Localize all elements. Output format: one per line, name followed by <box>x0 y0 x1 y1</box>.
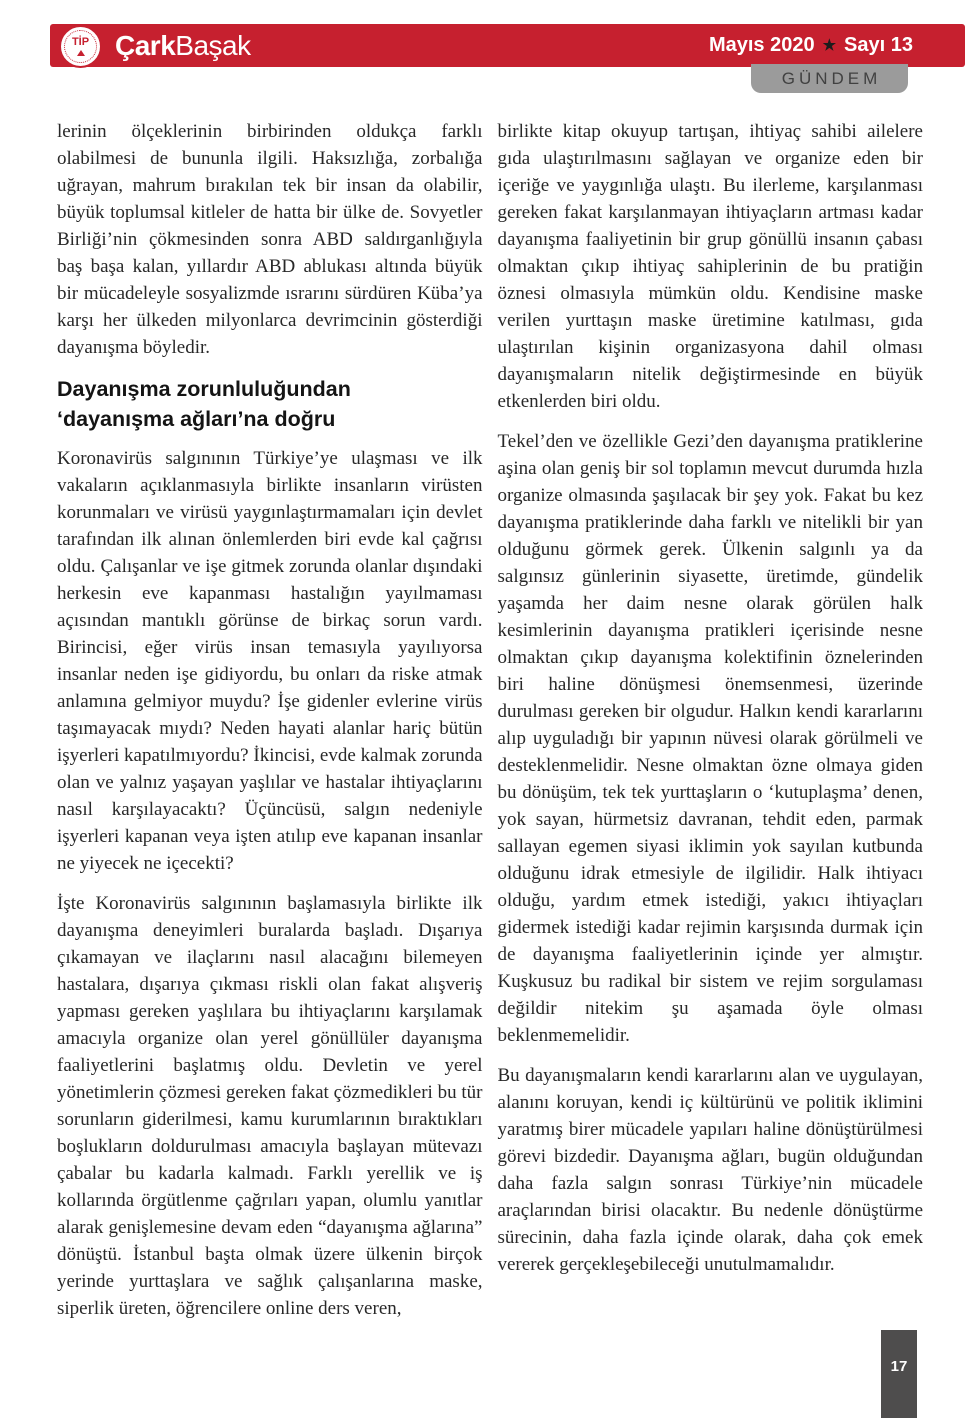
right-column <box>498 118 924 1335</box>
magazine-title <box>115 24 251 67</box>
subheading-line-2: ‘dayanışma ağları’na doğru <box>57 407 336 431</box>
paragraph: Tekel’den ve özellikle Gezi’den dayanışma pratiklerine aşina olan geniş bir sol toplamın mevcut durumda hızla organize olmasında şaşılacak bir şey yok. Fakat bu kez dayanışma pratiklerinde daha farklı ve nitelikli bir yan olduğunu görmek gerek. Ülkenin salgınlı ya da salgınsız günlerinin siyasette, üretimde, gündelik yaşamda her daim nesne olarak görülen halk kesimlerinin dayanışma pratikleri içerisinde nesne olmaktan çıkıp dayanışma kolektifinin öznelerinden biri haline dönüşmesi önemsenmesi, üzerinde durulması gereken bir olgudur. Halkın kendi kararlarını alıp uyguladığı bir yapının nüvesi olarak görülmeli ve desteklenmelidir. Nesne olmaktan özne olmaya giden bu dönüşüm, tek tek yurttaşların o ‘kutuplaşma’ denen, yok sayan, hürmetsiz davranan, tehdit eden, parmak sallayan egemen siyasi iklimin yok sayılan kutbunda olduğunu idrak etmesiyle de ilgilidir. Halk ihtiyacı olduğu, yardım etmek istediği, yakıcı ihtiyaçları gidermek istediği kadar rejimin karşısında durmak için de dayanışma faaliyetlerinin içinde yer almıştır. Kuşkusuz bu radikal bir sistem ve rejim sorgulaması değildir nitekim şu aşamada öyle olması beklenmemelidir. <box>497 431 923 1046</box>
tip-logo-text: TİP <box>71 36 90 48</box>
subheading-line-1: Dayanışma zorunluluğundan <box>57 377 351 401</box>
star-icon: ★ <box>822 37 837 54</box>
paragraph: Bu dayanışmaların kendi kararlarını alan ve uygulayan, alanını koruyan, kendi iç kültürünü ve politik iklimini yaratmış birer mücadele yapıları haline dönüştürülmesi görevi bizdedir. Dayanışma ağları, bugün olduğundan daha fazla salgın sonrası Türkiye’nin mücadele araçlarından birisi olacaktır. Bu nedenle dönüştürme sürecinin, daha fazla içinde olarak, daha çok emek vererek gerçekleşebileceği unutulmamalıdır. <box>497 1065 923 1275</box>
issue-info <box>709 24 913 67</box>
paragraph: lerinin ölçeklerinin birbirinden oldukça farklı olabilmesi de bununla ilgili. Haksızlığa, zorbalığa uğrayan, mahrum bırakılan tek bir insan da olabilir, büyük toplumsal kitleler de hatta bir ülke de. Sovyetler Birliği’nin çökmesinden sonra ABD saldırganlığıyla baş başa kalan, yıllardır ABD ablukası altında büyük bir mücadeleyle sosyalizmde ısrarını sürdüren Küba’ya karşı her ülkeden milyonlarca devrimcinin gösterdiği dayanışma böyledir. <box>57 121 483 358</box>
magazine-title-bold: Çark <box>115 29 176 61</box>
left-column <box>57 118 483 1335</box>
issue-month: Mayıs 2020 <box>708 34 815 56</box>
paragraph: Koronavirüs salgınının Türkiye’ye ulaşması ve ilk vakaların açıklanmasıyla birlikte insanların virüsten korunmaları ve virüsü yaygınlaştırmamaları için devlet tarafından ilk alınan önlemlerden biri evde kal çağrısı oldu. Çalışanlar ve işe gitmek zorunda olanlar dışındaki herkesin eve kapanması hastalığın yayılmaması açısından mantıklı görünse de birkaç sorun vardı. Birincisi, eğer virüs insan temasıyla yayılıyorsa insanlar neden işe gidiyordu, bu onları da riske atmak anlamına gelmiyor muydu? İşe gidenler evlerine virüs taşımayacak mıydı? Neden hayati alanlar hariç bütün işyerleri kapatılmıyordu? İkincisi, evde kalmak zorunda olan ve yalnız yaşayan yaşlılar ve hastalar ihtiyaçlarını nasıl karşılayacaktı? Üçüncüsü, salgın nedeniyle işyerleri kapanan veya işten atılıp eve kapanan insanlar ne yiyecek ne içecekti? <box>57 448 483 874</box>
issue-number: Sayı 13 <box>844 34 913 56</box>
page-number: 17 <box>890 1358 908 1375</box>
article-subheading <box>57 374 483 434</box>
paragraph: İşte Koronavirüs salgınının başlamasıyla birlikte ilk dayanışma deneyimleri buralarda başladı. Dışarıya çıkamayan ve ilaçlarını nasıl alacağını bilemeyen hastalara, dışarıya çıkması riskli olan fakat alışveriş yapması gereken yaşlılara bu ihtiyaçlarını karşılamak amacıyla organize olan yerel gönüllüler dayanışma faaliyetlerini başlatmış oldu. Devletin ve yerel yönetimlerin çözmesi gereken fakat çözmedikleri bu tür sorunların giderilmesi, kamu kurumlarının bıraktıkları boşlukların doldurulması amacıyla başlayan mütevazı çabalar bu kadarla kalmadı. Farklı yerellik ve iş kollarında örgütlenme çağrıları yapan, olumlu yanıtlar alarak genişlemesine devam eden “dayanışma ağlarına” dönüştü. İstanbul başta olmak üzere ülkenin birçok yerinde yurttaşlara ve sağlık çalışanlarına maske, siperlik üreten, öğrencilere online ders veren, <box>57 893 483 1319</box>
page-number-box <box>881 1330 917 1418</box>
tip-logo-ring <box>64 30 97 63</box>
magazine-title-light: Başak <box>175 29 251 61</box>
tip-logo <box>59 25 102 68</box>
section-tag: GÜNDEM <box>751 64 908 93</box>
paragraph: birlikte kitap okuyup tartışan, ihtiyaç sahibi ailelere gıda ulaştırılmasını sağlayan ve organize eden bir içeriğe ve yaygınlığa ulaştı. Bu ilerleme, karşılanması gereken fakat karşılanmayan ihtiyaçların artması kadar dayanışma faaliyetinin bir grup gönüllü insanın çabası olmaktan çıkıp ihtiyaç sahiplerinin de bu pratiğin öznesi olmasıyla mümkün oldu. Kendisine maske verilen yurttaşın maske üretimine katılması, gıda ulaştırılan kişinin organizasyona dahil olması dayanışmaların nitelik değiştirmesinde en büyük etkenlerden biri oldu. <box>497 121 923 412</box>
tip-logo-emblem-icon <box>77 50 85 56</box>
article-body <box>57 118 923 1335</box>
